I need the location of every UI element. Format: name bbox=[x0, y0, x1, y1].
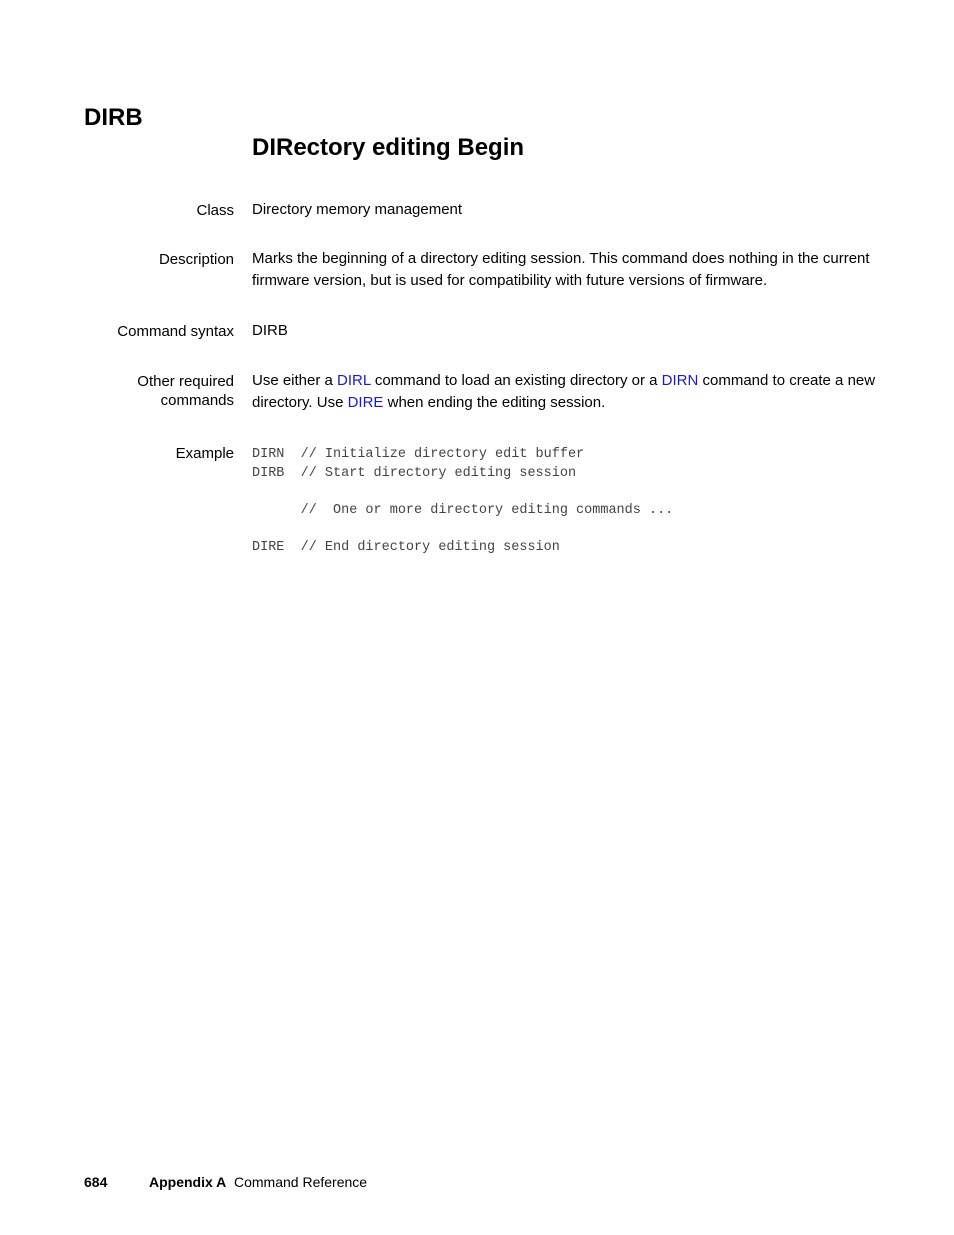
example-code-line-1: DIRN // Initialize directory edit buffer bbox=[252, 447, 585, 462]
page-number: 684 bbox=[84, 1174, 108, 1190]
other-required-label-line2: commands bbox=[160, 392, 234, 409]
syntax-label: Command syntax bbox=[117, 323, 234, 340]
other-required-text-4: when ending the editing session. bbox=[383, 394, 606, 411]
description-label: Description bbox=[158, 251, 234, 268]
example-code-line-4: DIRE // End directory editing session bbox=[252, 540, 560, 555]
example-code-line-3: // One or more directory editing commands ... bbox=[252, 503, 674, 518]
dire-link[interactable]: DIRE bbox=[347, 394, 384, 411]
command-name: DIRB bbox=[84, 104, 143, 131]
appendix-label: Appendix A bbox=[149, 1174, 227, 1190]
class-value: Directory memory management bbox=[252, 201, 463, 218]
dirn-link[interactable]: DIRN bbox=[661, 372, 699, 389]
other-required-text-1: Use either a bbox=[252, 372, 338, 389]
example-label: Example bbox=[175, 445, 234, 462]
section-title: Command Reference bbox=[234, 1174, 368, 1190]
class-label: Class bbox=[196, 202, 234, 219]
dirl-link[interactable]: DIRL bbox=[337, 372, 371, 389]
other-required-label-line1: Other required bbox=[137, 373, 234, 390]
description-text: Marks the beginning of a directory editing session. This command does nothing in the current firmware version, but is used for compatibility with future versions of firmware. bbox=[252, 250, 870, 289]
other-required-text-2: command to load an existing directory or a bbox=[370, 372, 662, 389]
example-code-line-2: DIRB // Start directory editing session bbox=[252, 466, 577, 481]
syntax-value: DIRB bbox=[252, 322, 288, 339]
other-required-text-3: command to create a new directory. Use bbox=[252, 372, 876, 411]
other-required-text bbox=[252, 370, 892, 414]
other-required-label bbox=[64, 372, 234, 410]
command-title: DIRectory editing Begin bbox=[252, 134, 525, 161]
